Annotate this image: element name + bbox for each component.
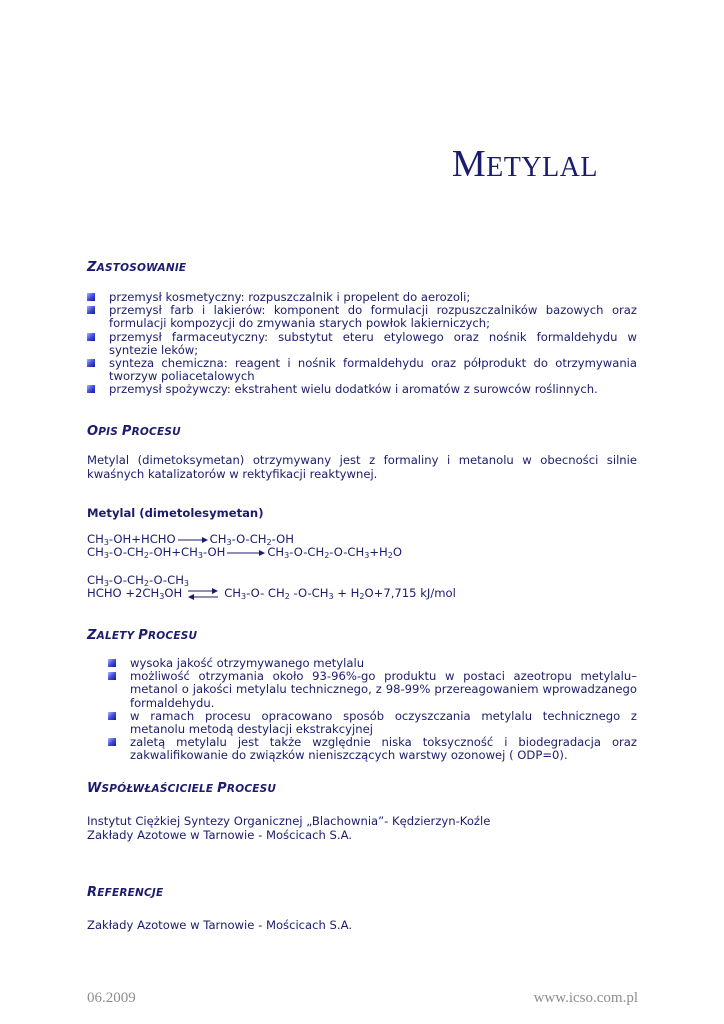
bullet-icon [87,293,95,301]
equation-4: HCHO $+2CH_3OH$ $CH_3-O-$ $CH_2$ $-O-CH_3 + H_2O+7,715$ kJ/mol [87,586,456,601]
wspol-line-1: Instytut Ciężkiej Syntezy Organicznej „Blachownia”- Kędzierzyn-Koźle [87,814,491,828]
section-heading-opis-procesu: OPIS PROCESU [87,424,181,439]
zalety-list [108,657,637,763]
bullet-icon [87,306,95,314]
opis-paragraph: Metylal (dimetoksymetan) otrzymywany jest z formaliny i metanolu w obecności silnie kwaśnych katalizatorów w rektyfikacji reaktywnej. [87,453,637,481]
formula-subheading: Metylal (dimetolesymetan) [87,506,264,520]
section-heading-zalety-procesu: ZALETY PROCESU [87,628,198,643]
bullet-icon [87,333,95,341]
footer-date: 06.2009 [87,990,136,1006]
zastosowanie-list [87,291,637,397]
referencje-line-1: Zakłady Azotowe w Tarnowie - Mościcach S.A. [87,918,353,932]
bullet-icon [87,385,95,393]
equilibrium-arrow-icon [188,588,218,600]
footer-url[interactable]: www.icso.com.pl [533,990,638,1006]
section-heading-referencje: REFERENCJE [87,885,164,900]
wspol-line-2: Zakłady Azotowe w Tarnowie - Mościcach S.A. [87,828,353,842]
section-heading-wspolwlasciciele: WSPÓŁWŁAŚCICIELE PROCESU [87,781,277,796]
bullet-icon [87,359,95,367]
list-item: możliwość otrzymania około 93-96%-go produktu w postaci azeotropu metylalu– metanol o jakości metylalu technicznego, z 98-99% przereagowaniem wprowadzanego formaldehydu. [108,670,637,710]
list-item: synteza chemiczna: reagent i nośnik formaldehydu oraz półprodukt do otrzymywania tworzyw poliacetalowych [87,357,637,383]
list-item: zaletą metylalu jest także względnie niska toksyczność i biodegradacja oraz zakwalifikowanie do związków nieniszczących warstwy ozonowej ( ODP=0). [108,736,637,762]
bullet-icon [108,672,116,680]
list-item: przemysł farb i lakierów: komponent do formulacji rozpuszczalników bazowych oraz formulacji kompozycji do zmywania starych powłok lakierniczych; [87,304,637,330]
list-item: w ramach procesu opracowano sposób oczyszczania metylalu technicznego z metanolu metodą destylacji ekstrakcyjnej [108,710,637,736]
reaction-arrow-icon [227,549,265,557]
equation-2: $CH_3-O-CH_2-OH+CH_3-OH$ $CH_3-O-CH_2-O-CH_3+H_2O$ [87,545,402,560]
equation-3: $CH_3-O-CH_2-O-CH_3$ [87,573,190,588]
reaction-arrow-icon [178,536,208,544]
bullet-icon [108,659,116,667]
bullet-icon [108,738,116,746]
document-title: METYLAL [451,143,598,185]
list-item: przemysł kosmetyczny: rozpuszczalnik i propelent do aerozoli; [87,291,637,304]
equation-1: $CH_3-OH+HCHO$ $CH_3-O-CH_2-OH$ [87,532,294,547]
list-item: przemysł farmaceutyczny: substytut eteru etylowego oraz nośnik formaldehydu w syntezie leków; [87,331,637,357]
list-item: wysoka jakość otrzymywanego metylalu [108,657,637,670]
section-heading-zastosowanie: ZASTOSOWANIE [87,260,187,275]
bullet-icon [108,712,116,720]
list-item: przemysł spożywczy: ekstrahent wielu dodatków i aromatów z surowców roślinnych. [87,383,637,396]
